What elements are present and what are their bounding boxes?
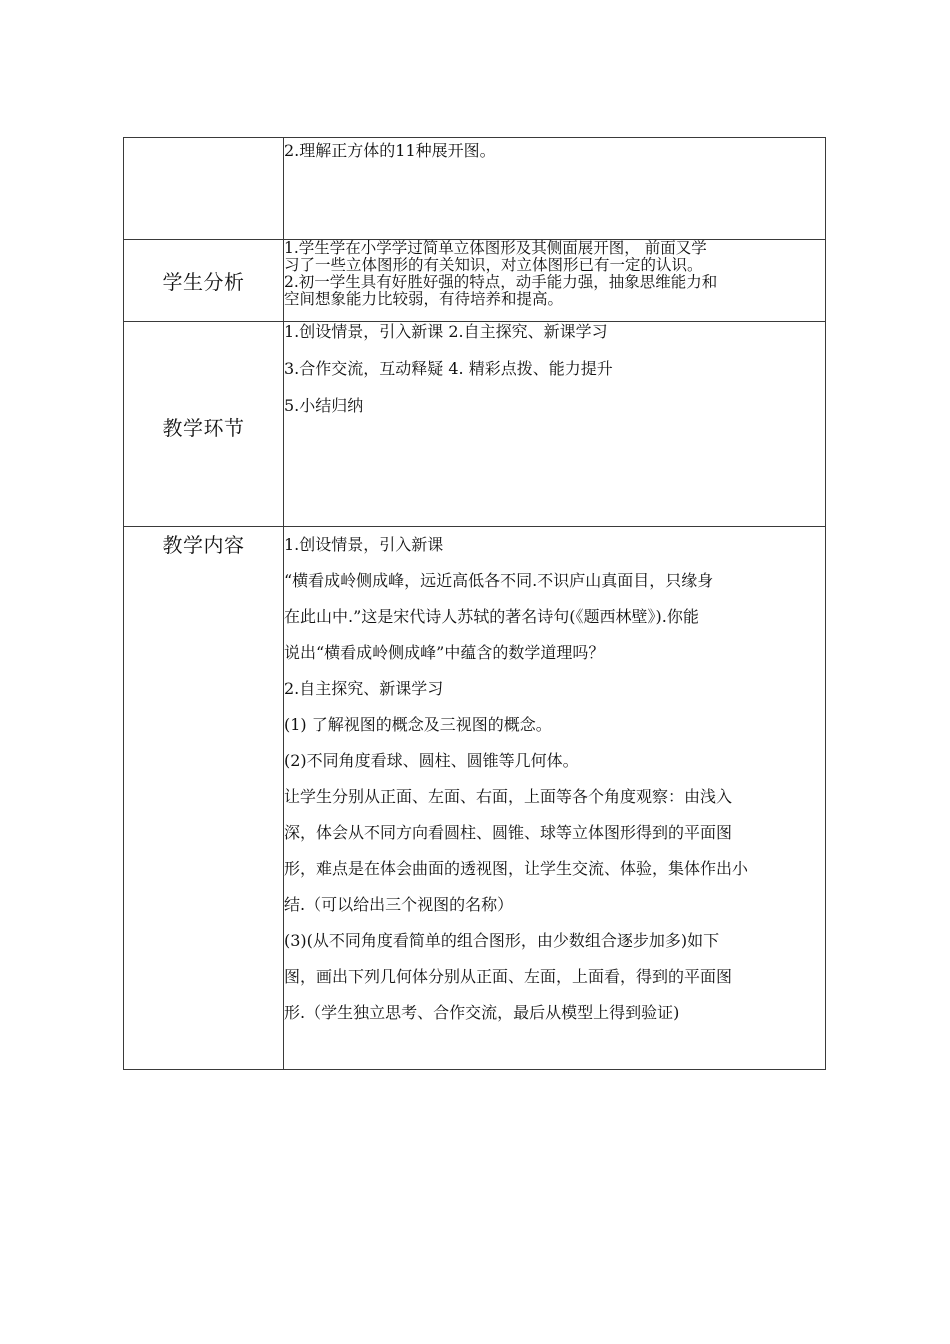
analysis-line: 1.学生学在小学学过简单立体图形及其侧面展开图， 前面又学 [284, 239, 707, 257]
content-line: 1.创设情景，引入新课 [284, 535, 444, 554]
content-line: 在此山中.”这是宋代诗人苏轼的著名诗句(《题西林壁》).你能 [284, 607, 699, 626]
analysis-line: 空间想象能力比较弱，有待培养和提高。 [284, 290, 564, 308]
content-line: “横看成岭侧成峰，远近高低各不同.不识庐山真面目，只缘身 [284, 571, 714, 590]
content-line: (3)(从不同角度看简单的组合图形，由少数组合逐步加多)如下 [284, 931, 720, 950]
content-line: 深，体会从不同方向看圆柱、圆锥、球等立体图形得到的平面图 [284, 823, 733, 842]
content-line: (1) 了解视图的概念及三视图的概念。 [284, 715, 552, 734]
content-line: 说出“横看成岭侧成峰”中蕴含的数学道理吗？ [284, 643, 605, 662]
lesson-plan-table [123, 137, 826, 1070]
row-label-student-analysis: 学生分析 [124, 240, 284, 322]
row-label-teaching-steps [124, 322, 284, 527]
table-row-teaching-steps [124, 322, 826, 527]
table-row-student-analysis [124, 240, 826, 322]
table-row-teaching-content [124, 527, 826, 1070]
row-label-teaching-content [124, 527, 284, 1070]
content-line: 形.（学生独立思考、合作交流，最后从模型上得到验证) [284, 1003, 680, 1022]
row-label-empty [124, 138, 284, 240]
analysis-line: 习了一些立体图形的有关知识，对立体图形已有一定的认识。 [284, 256, 703, 274]
teaching-steps-cell [284, 322, 826, 527]
teaching-content-label: 教学内容 [162, 533, 245, 557]
steps-line: 1.创设情景，引入新课 2.自主探究、新课学习 [284, 322, 608, 341]
student-analysis-cell [284, 240, 826, 322]
analysis-line: 2.初一学生具有好胜好强的特点，动手能力强，抽象思维能力和 [284, 273, 718, 291]
objective-line-2: 2.理解正方体的11种展开图。 [284, 141, 496, 160]
content-line: 结.（可以给出三个视图的名称） [284, 895, 514, 914]
content-line: 形，难点是在体会曲面的透视图，让学生交流、体验，集体作出小 [284, 859, 749, 878]
steps-line: 5.小结归纳 [284, 396, 364, 415]
objectives-cell [284, 138, 826, 240]
steps-line: 3.合作交流，互动释疑 4. 精彩点拨、能力提升 [284, 359, 613, 378]
content-line: 2.自主探究、新课学习 [284, 679, 444, 698]
teaching-content-cell [284, 527, 826, 1070]
table-row-objectives [124, 138, 826, 240]
content-line: 图，画出下列几何体分别从正面、左面，上面看，得到的平面图 [284, 967, 733, 986]
content-line: 让学生分别从正面、左面、右面，上面等各个角度观察：由浅入 [284, 787, 733, 806]
content-line: (2)不同角度看球、圆柱、圆锥等几何体。 [284, 751, 579, 770]
teaching-steps-label: 教学环节 [162, 415, 245, 440]
